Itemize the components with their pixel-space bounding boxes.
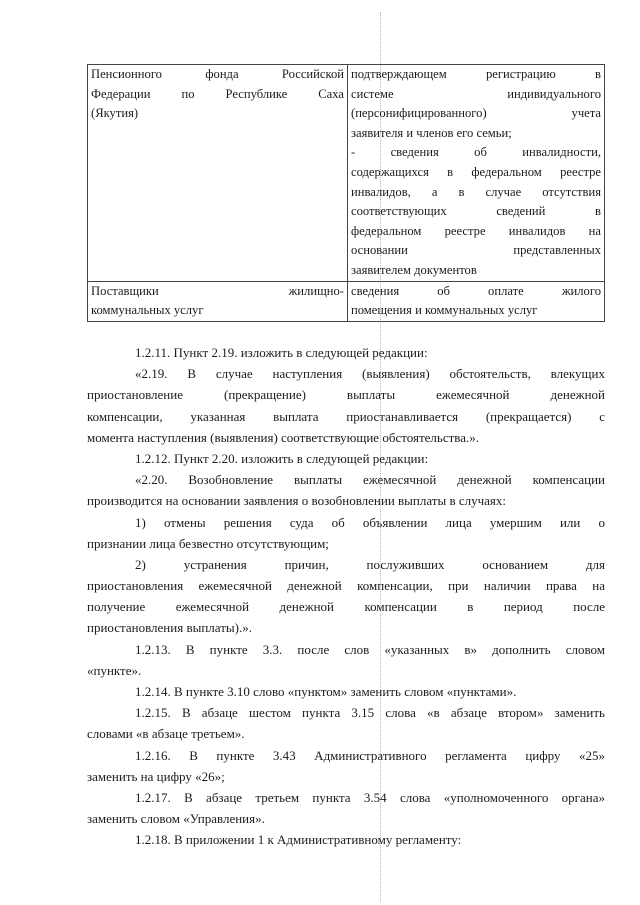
cell-line: коммунальных услуг bbox=[91, 303, 204, 318]
cell-line: Федерации по Республике Саха bbox=[91, 86, 344, 101]
amendments-text bbox=[87, 342, 605, 851]
cell-line: содержащихся в федеральном реестре bbox=[351, 164, 601, 179]
cell-line: инвалидов, а в случае отсутствия bbox=[351, 184, 601, 199]
paragraph-line: момента наступления (выявления) соответствующие обстоятельства.». bbox=[87, 429, 480, 445]
paragraph-line: «пункте». bbox=[87, 662, 142, 678]
cell-line: - сведения об инвалидности, bbox=[351, 145, 601, 160]
cell-line: основании представленных bbox=[351, 243, 601, 258]
paragraph-line: 1) отмены решения суда об объявлении лица умершим или о bbox=[135, 514, 605, 530]
cell-line: (персонифицированного) учета bbox=[351, 106, 601, 121]
cell-line: заявителя и членов его семьи; bbox=[351, 125, 512, 140]
paragraph-line: 1.2.14. В пункте 3.10 слово «пунктом» заменить словом «пунктами». bbox=[135, 684, 517, 699]
paragraph-line: заменить на цифру «26»; bbox=[87, 768, 225, 784]
cell-line: Пенсионного фонда Российской bbox=[91, 67, 344, 81]
paragraph-line: производится на основании заявления о возобновлении выплаты в случаях: bbox=[87, 493, 507, 509]
paragraph-line: словами «в абзаце третьем». bbox=[87, 726, 245, 742]
table-cell-info bbox=[348, 281, 605, 321]
cell-line: сведения об оплате жилого bbox=[351, 283, 601, 298]
paragraph-line: «2.20. Возобновление выплаты ежемесячной денежной компенсации bbox=[135, 472, 605, 488]
cell-line: Поставщики жилищно- bbox=[91, 283, 344, 298]
table-row bbox=[88, 65, 605, 282]
paragraph-line: 1.2.13. В пункте 3.3. после слов «указанных в» дополнить словом bbox=[135, 641, 605, 657]
paragraph-line: 1.2.11. Пункт 2.19. изложить в следующей редакции: bbox=[135, 345, 428, 360]
cell-line: помещения и коммунальных услуг bbox=[351, 303, 538, 318]
paragraph-line: 1.2.16. В пункте 3.43 Административного регламента цифру «25» bbox=[135, 747, 605, 763]
paragraph-line: приостановления выплаты).». bbox=[87, 620, 252, 636]
paragraph-line: 1.2.12. Пункт 2.20. изложить в следующей редакции: bbox=[135, 450, 429, 466]
cell-line: (Якутия) bbox=[91, 106, 139, 121]
paragraph-line: 1.2.15. В абзаце шестом пункта 3.15 слова «в абзаце втором» заменить bbox=[135, 705, 605, 721]
paragraph-line: приостановления ежемесячной денежной компенсации, при наличии права на bbox=[87, 578, 605, 594]
paragraph-line: заменить словом «Управления». bbox=[87, 811, 265, 827]
paragraph-line: 2) устранения причин, послуживших основанием для bbox=[135, 556, 605, 572]
cell-line: системе индивидуального bbox=[351, 86, 601, 101]
paragraph-line: признании лица безвестно отсутствующим; bbox=[87, 535, 329, 551]
cell-line: соответствующих сведений в bbox=[351, 204, 601, 219]
paragraph-line: «2.19. В случае наступления (выявления) обстоятельств, влекущих bbox=[135, 366, 605, 382]
table-cell-agency bbox=[88, 281, 348, 321]
cell-line: подтверждающем регистрацию в bbox=[351, 67, 601, 81]
paragraph-line: компенсации, указанная выплата приостанавливается (прекращается) с bbox=[87, 408, 605, 424]
paragraph-line: 1.2.18. В приложении 1 к Административному регламенту: bbox=[135, 832, 462, 848]
paragraph-line: 1.2.17. В абзаце третьем пункта 3.54 слова «уполномоченного органа» bbox=[135, 789, 605, 805]
cell-line: федеральном реестре инвалидов на bbox=[351, 223, 601, 238]
table-cell-info bbox=[348, 65, 605, 282]
cell-line: заявителем документов bbox=[351, 262, 477, 277]
table-row bbox=[88, 281, 605, 321]
paragraph-line: приостановление (прекращение) выплаты ежемесячной денежной bbox=[87, 387, 605, 403]
paragraph-line: получение ежемесячной денежной компенсации в период после bbox=[87, 599, 605, 615]
table-cell-agency bbox=[88, 65, 348, 282]
data-sources-table bbox=[87, 64, 605, 322]
